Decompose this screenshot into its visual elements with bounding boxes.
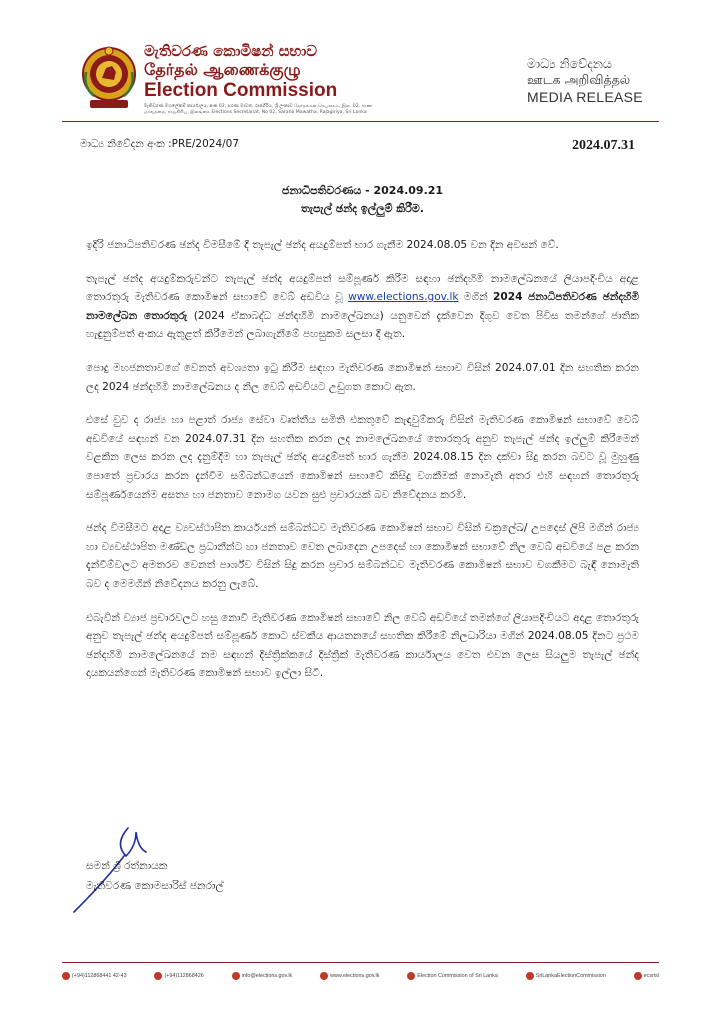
paragraph-5: ඡන්ද විමසීමට අදාළ ව්‍යවස්ථාපිත කාර්යයන් සම්බන්ධව මැතිවරණ කොමිෂන් සභාව විසින් චක්‍රලේඛ/ උපදෙස් ලිපි මගින් රාජ්‍ය හා ව්‍යවස්ථාපිත මණ්ඩල ප්‍රධානීන්ට හා ජනතාව වෙත ලබාදෙන උපදෙස් හා කොමිෂන් සභාවේ නිල වෙබ් අඩවියේ පළ කරන දැන්වීම්වලට අමතරව වෙනත් පාර්ශ්ව විසින් සිදු කරන ප්‍රචාර සම්බන්ධව මැතිවරණ කොමිෂන් සභාව වගකීමට බැඳී නොමැති බව ද මෙමගින් නිවේදනය කරනු ලැබේ. <box>86 522 639 590</box>
twitter-icon <box>634 972 642 980</box>
org-name-tamil: தேர்தல் ஆணைக்குழு <box>144 60 301 79</box>
footer-website[interactable]: www.elections.gov.lk <box>320 972 379 980</box>
paragraph-3: පොදු මහජනතාවගේ වෙනත් අවශ්‍යතා ඉටු කිරීම සඳහා මැතිවරණ කොමිෂන් සභාව විසින් 2024.07.01 දින සහතික කරන ලද 2024 ඡන්දහිමි නාමලේඛනය ද නිල වෙබ් අඩවියට උඩුගත කොට ඇත. <box>86 361 639 393</box>
reference-line <box>80 138 645 156</box>
youtube-icon <box>526 972 534 980</box>
release-label-english: MEDIA RELEASE <box>527 89 643 105</box>
organization-name <box>144 42 374 116</box>
facebook-icon <box>407 972 415 980</box>
paragraph-2-text-a: තැපැල් ඡන්ද අයදුම්කරුවන්ට තැපැල් ඡන්ද අයදුම්පත් සම්පූර්ණ කිරීම සඳහා ඡන්දහිමි නාමලේඛනයේ ලියාපදිංචිය අදාළ තොරතුරු මැතිවරණ කොමිෂන් සභාවේ වෙබ් අඩවිය වූ <box>86 272 639 304</box>
contact-footer <box>62 968 659 984</box>
paragraph-1: ඉදිරි ජනාධිපතිවරණ ඡන්ද විමසීමේ දී තැපැල් ඡන්ද අයදුම්පත් භාර ගැනීම 2024.08.05 වන දින අවසන් වේ. <box>86 239 559 251</box>
release-label <box>527 56 645 106</box>
header-divider <box>62 121 659 122</box>
paragraph-4: එසේ වුව ද රාජ්‍ය හා පළාත් රාජ්‍ය සේවා වෘත්තීය සමිති එකතුවේ කැඳවුම්කරු විසින් මැතිවරණ කොමිෂන් සභාවේ වෙබ් අඩවියේ සඳහන් වන 2024.07.31 දින සහතික කරන ලද නාමලේඛනයේ තොරතුරු අනුව තැපැල් ඡන්ද ඉල්ලුම් කිරීමෙන් වළකින ලෙස කරන ලද දැනුම්දීම හා තැපැල් ඡන්ද අයදුම්පත් භාර ගැනීම 2024.08.15 දින දක්වා සිදු කරන බවට වූ මුහුණු පොතේ ප්‍රචාරය කරන දැන්වීම සම්බන්ධයෙන් කොමිෂන් සභාවේ කිසිදු වගකීමක් නොමැති අතර එහි සඳහන් තොරතුරු සම්පූර්ණයෙන්ම අසත්‍ය හා ජනතාව නොමග යවන සුළු ප්‍රචාරයක් බව නිවේදනය කරමි. <box>86 414 639 501</box>
signatory <box>86 856 386 896</box>
footer-fax: (+94)112868426 <box>154 972 203 980</box>
email-icon <box>232 972 240 980</box>
release-label-tamil: ஊடக அறிவித்தல் <box>527 72 631 87</box>
reference-number: මාධ්‍ය නිවේදන අංක :PRE/2024/07 <box>80 138 240 150</box>
footer-phone: (+94)112868441 42-43 <box>62 972 127 980</box>
elections-website-link[interactable]: www.elections.gov.lk <box>348 291 459 304</box>
paragraph-2 <box>86 270 639 344</box>
phone-icon <box>62 972 70 980</box>
title-election: ජනාධිපතිවරණය - 2024.09.21 <box>281 184 444 197</box>
fax-icon <box>154 972 162 980</box>
paragraph-2-text-c: (2024 ඒකාබද්ධ ඡන්දහිමි නාමලේඛනය) යනුවෙන් දැක්වෙන දිගුව වෙත පිවිස තමන්ගේ ජාතික හැඳුනුම්පත් අංකය ඇතුළත් කිරීමෙන් ලබාගැනීමේ පහසුකම සලසා දී ඇත. <box>86 309 639 341</box>
org-name-english: Election Commission <box>144 80 338 101</box>
release-label-sinhala: මාධ්‍ය නිවේදනය <box>527 56 612 71</box>
paragraph-2-text-b: මගින් <box>463 291 488 304</box>
paragraph-2-bold: 2024 ජනාධිපතිවරණ ඡන්දහිමි නාමලේඛන තොරතුරු <box>86 291 640 322</box>
release-date: 2024.07.31 <box>572 138 635 153</box>
letterhead <box>80 42 645 115</box>
footer-divider <box>62 962 659 963</box>
org-address: මැතිවරණ මහලේකම් කාර්යාලය, අංක 02, සරණ මාවත, රාජගිරිය, ශ්‍රී ලංකාව தேர்தல்கள் செயலகம், இல. 02, சரண மாவத்தை, ராஜகிரிய, இலங்கை Elections Secretariat, No 02, Sarana Mawatha, Rajagiriya, Sri Lanka <box>144 104 373 115</box>
footer-facebook[interactable]: Election Commission of Sri Lanka <box>407 972 498 980</box>
org-name-sinhala: මැතිවරණ කොමිෂන් සභාව <box>144 42 318 60</box>
release-title <box>80 182 645 218</box>
signatory-title: මැතිවරණ කොමසාරිස් ජනරාල් <box>86 880 224 892</box>
signatory-name: සමන් ශ්‍රී රත්නායක <box>86 860 168 872</box>
web-icon <box>320 972 328 980</box>
paragraph-6: එබැවින් ව්‍යාජ ප්‍රචාරවලට හසු නොවී මැතිවරණ කොමිෂන් සභාවේ නිල වෙබ් අඩවියේ තමන්ගේ ලියාපදිංචියට අදාළ තොරතුරු අනුව තැපැල් ඡන්ද අයදුම්පත් සම්පූර්ණ කොට ස්වකීය ආයතනයේ සහතික කිරීමේ නිලධාරියා මගින් 2024.08.05 දිනට ප්‍රථම ඡන්දහිමි නාමලේඛනයේ නම සඳහන් දිස්ත්‍රික්කයේ දිස්ත්‍රික් මැතිවරණ කාර්යාලය වෙත එවන ලෙස සියලුම තැපැල් ඡන්ද දායකයන්ගෙන් මැතිවරණ කොමිෂන් සභාව ඉල්ලා සිටී. <box>86 611 639 680</box>
footer-email[interactable]: info@elections.gov.lk <box>232 972 293 980</box>
title-subject: තැපැල් ඡන්ද ඉල්ලුම් කිරීම. <box>301 202 424 215</box>
release-body <box>86 236 639 698</box>
footer-youtube[interactable]: SriLankaElectionCommission <box>526 972 606 980</box>
footer-twitter[interactable]: ecsrisl <box>634 972 659 980</box>
emblem-icon <box>80 42 138 112</box>
